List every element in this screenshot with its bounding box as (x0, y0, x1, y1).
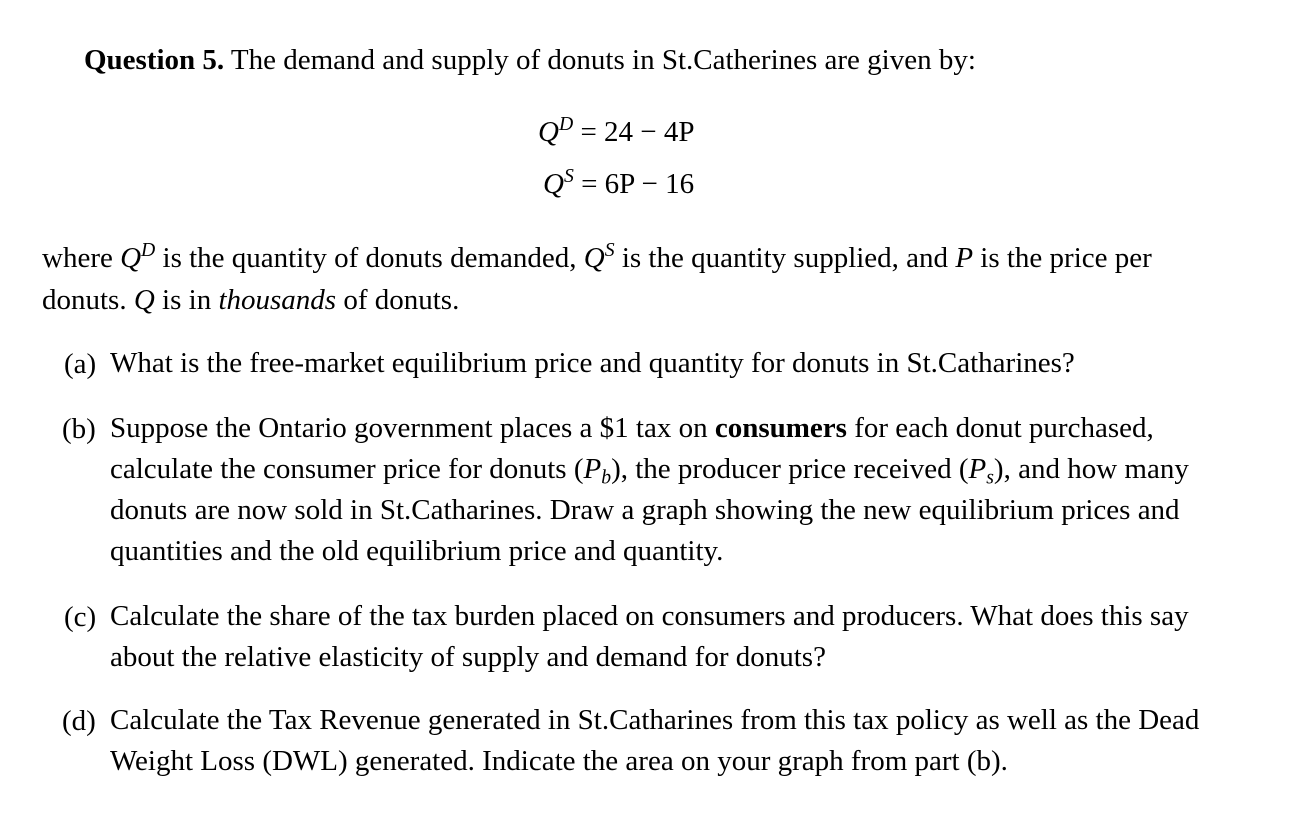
part-d-text: Calculate the Tax Revenue generated in St.Catharines from this tax policy as well as the Dead Weight Loss (DWL) generated. Indicate the area on your graph from part (b). (110, 704, 1200, 777)
part-b-text (110, 408, 1210, 572)
question-label: Question 5. (84, 44, 225, 76)
pb-sub: b (601, 466, 612, 489)
part-b-t2: for each donut purchased, calculate the consumer price for donuts ( (110, 412, 1154, 485)
desc-text: is in (162, 284, 212, 316)
demand-rhs: = 24 − 4P (580, 116, 695, 148)
part-c-label: (c) (64, 601, 97, 633)
p-var: P (955, 242, 974, 274)
pb-var: P (583, 453, 602, 485)
demand-var: Q (538, 116, 559, 148)
part-b-label: (b) (62, 413, 96, 445)
part-b-t1: Suppose the Ontario government places a $1 tax on (110, 412, 708, 444)
part-a-text: What is the free-market equilibrium price and quantity for donuts in St.Catharines? (110, 347, 1075, 379)
q-var: Q (133, 284, 155, 316)
ps-sub: s (986, 466, 994, 489)
supply-sup: S (563, 165, 574, 188)
thousands-emphasis: thousands (218, 284, 337, 316)
part-c-text: Calculate the share of the tax burden placed on consumers and producers. What does this say about the relative elasticity of supply and demand for donuts? (110, 600, 1189, 673)
qd-sup: D (141, 239, 156, 262)
part-b-t3: ), the producer price received ( (611, 453, 969, 485)
part-a-label: (a) (64, 348, 97, 380)
qs-var: Q (583, 242, 605, 274)
desc-text: is the quantity of donuts demanded, (162, 242, 577, 274)
supply-var: Q (543, 168, 564, 200)
supply-rhs: = 6P − 16 (581, 168, 695, 200)
qd-var: Q (120, 242, 142, 274)
desc-text: is the price per (980, 242, 1152, 274)
description-line-2 (42, 286, 459, 315)
qs-sup: S (604, 239, 615, 262)
ps-var: P (968, 453, 987, 485)
demand-equation (538, 113, 695, 148)
consumers-emphasis: consumers (714, 412, 847, 444)
part-b-t4: ), and how many donuts are now sold in St.Catharines. Draw a graph showing the new equilibrium prices and quantities and the old equilibrium price and quantity. (110, 453, 1189, 567)
desc-text: where (42, 242, 113, 274)
question-intro: The demand and supply of donuts in St.Catherines are given by: (230, 44, 976, 76)
desc-text: of donuts. (343, 284, 460, 316)
part-d-label: (d) (62, 705, 96, 737)
question-heading (84, 46, 976, 75)
desc-text: is the quantity supplied, and (621, 242, 949, 274)
desc-text: donuts. (42, 284, 127, 316)
description-line-1 (42, 239, 1152, 274)
supply-equation (543, 165, 695, 200)
demand-sup: D (558, 113, 574, 136)
